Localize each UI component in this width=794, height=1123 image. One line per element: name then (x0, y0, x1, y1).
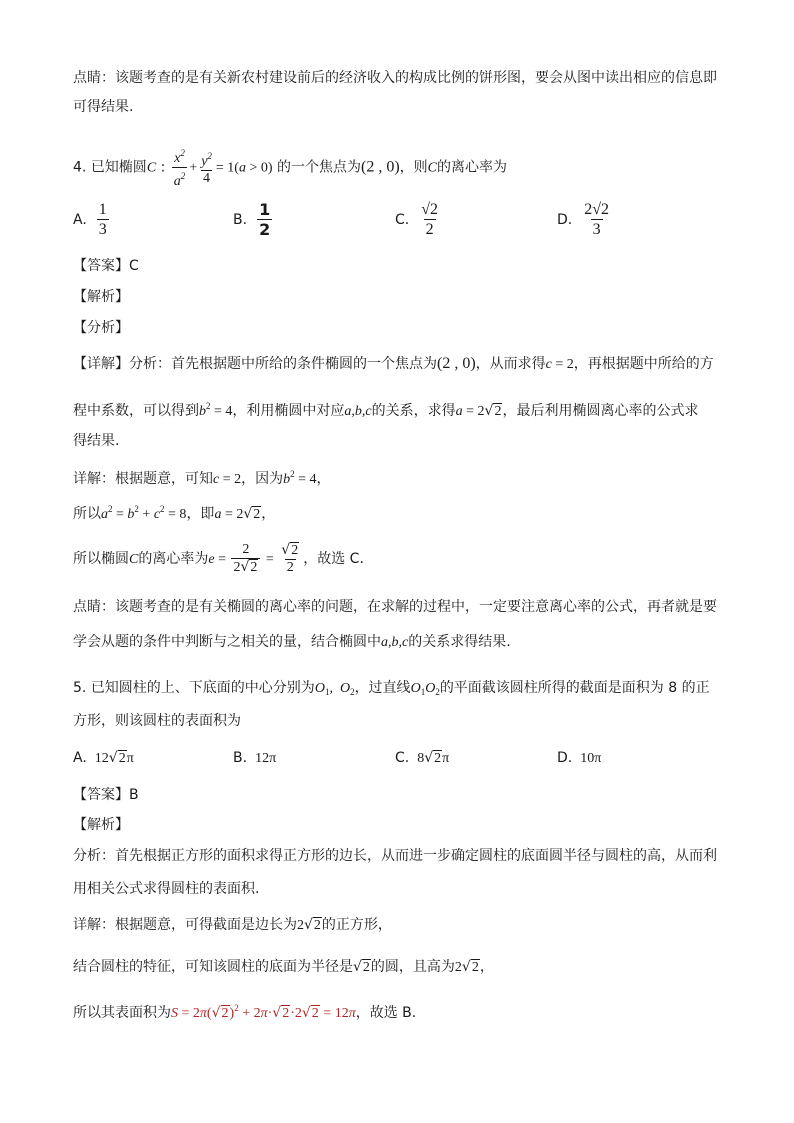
intro-note-line-1: 点睛：该题考查的是有关新农村建设前后的经济收入的构成比例的饼形图，要会从图中读出相应的信息即 (73, 70, 717, 86)
q4-stem: 4. 已知椭圆C : $\frac{x^2}{a^2}$ + $\frac{y^2}{4}$ = 1(a > 0) 的一个焦点为(2 , 0)，则C的离心率为 (73, 145, 507, 190)
q4-detail-line-2: 程中系数，可以得到$b^2 = 4$，利用椭圆中对应a,b,c的关系，求得a = 2√2，最后利用椭圆离心率的公式求 (73, 401, 699, 419)
x2-over-a2: $\frac{x^2}{a^2}$ (173, 148, 186, 189)
surface-area-formula: $S = 2\pi(√2)^2 + 2\pi\cdot√2\cdot 2√2 = 12\pi$ (171, 1003, 356, 1021)
q4-solution-line-1: 详解：根据题意，可知c = 2，因为$b^2 = 4$， (73, 469, 331, 487)
q4-option-d: D. $\frac{2√2}{3}$ (557, 201, 610, 238)
q5-option-b: B. 12π (233, 750, 277, 766)
q4-fenxi-tag: 【分析】 (73, 320, 129, 336)
q5-solution-line-2: 结合圆柱的特征，可知该圆柱的底面为半径是√2的圆，且高为2√2， (73, 959, 494, 975)
q4-solution-line-3: 所以椭圆C的离心率为e = $\frac{2}{2√2}$ = $\frac{√2}{2}$ ，故选 C. (73, 542, 364, 575)
q5-stem-line-2: 方形，则该圆柱的表面积为 (73, 713, 241, 729)
q5-solution-line-3: 所以其表面积为$S = 2\pi(√2)^2 + 2\pi\cdot√2\cdot 2√2 = 12\pi$，故选 B. (73, 1003, 417, 1021)
q5-analysis-tag: 【解析】 (73, 817, 129, 833)
q5-stem-line-1: 5. 已知圆柱的上、下底面的中心分别为$O_1$, $O_2$，过直线$O_1O_2$的平面截该圆柱所得的截面是面积为 8 的正 (73, 680, 710, 697)
q4-note-line-2: 学会从题的条件中判断与之相关的量，结合椭圆中a,b,c的关系求得结果. (73, 634, 511, 650)
q5-option-d: D. 10π (557, 750, 602, 766)
q4-number: 4. (73, 159, 87, 176)
intro-note-line-2: 可得结果. (73, 99, 134, 115)
q5-option-c: C. 8√2π (395, 750, 450, 766)
q4-option-c: C. $\frac{√2}{2}$ (395, 201, 439, 238)
q4-detail-line-3: 得结果. (73, 433, 120, 449)
q4-detail-line-1: 【详解】分析：首先根据题中所给的条件椭圆的一个焦点为(2 , 0)，从而求得c = 2，再根据题中所给的方 (73, 355, 714, 372)
q4-note-line-1: 点睛：该题考查的是有关椭圆的离心率的问题，在求解的过程中，一定要注意离心率的公式，再者就是要 (73, 599, 717, 615)
q5-analysis-line-1: 分析：首先根据正方形的面积求得正方形的边长，从而进一步确定圆柱的底面圆半径与圆柱的高，从而利 (73, 848, 717, 864)
y2-over-4: $\frac{y^2}{4}$ (201, 151, 212, 186)
q4-solution-line-2: 所以$a^2 = b^2 + c^2 = 8$，即a = 2√2， (73, 504, 276, 522)
q5-option-a: A. 12√2π (73, 750, 134, 766)
q5-analysis-line-2: 用相关公式求得圆柱的表面积. (73, 881, 260, 897)
q5-answer: 【答案】B (73, 787, 139, 803)
q4-analysis-tag: 【解析】 (73, 289, 129, 305)
q4-answer: 【答案】C (73, 258, 139, 274)
q5-number: 5. (73, 680, 87, 696)
q4-option-a: A. $\frac{1}{3}$ (73, 201, 107, 238)
q4-option-b: B. $\frac{1}{2}$ (233, 200, 271, 239)
q5-solution-line-1: 详解：根据题意，可得截面是边长为2√2的正方形， (73, 917, 392, 933)
